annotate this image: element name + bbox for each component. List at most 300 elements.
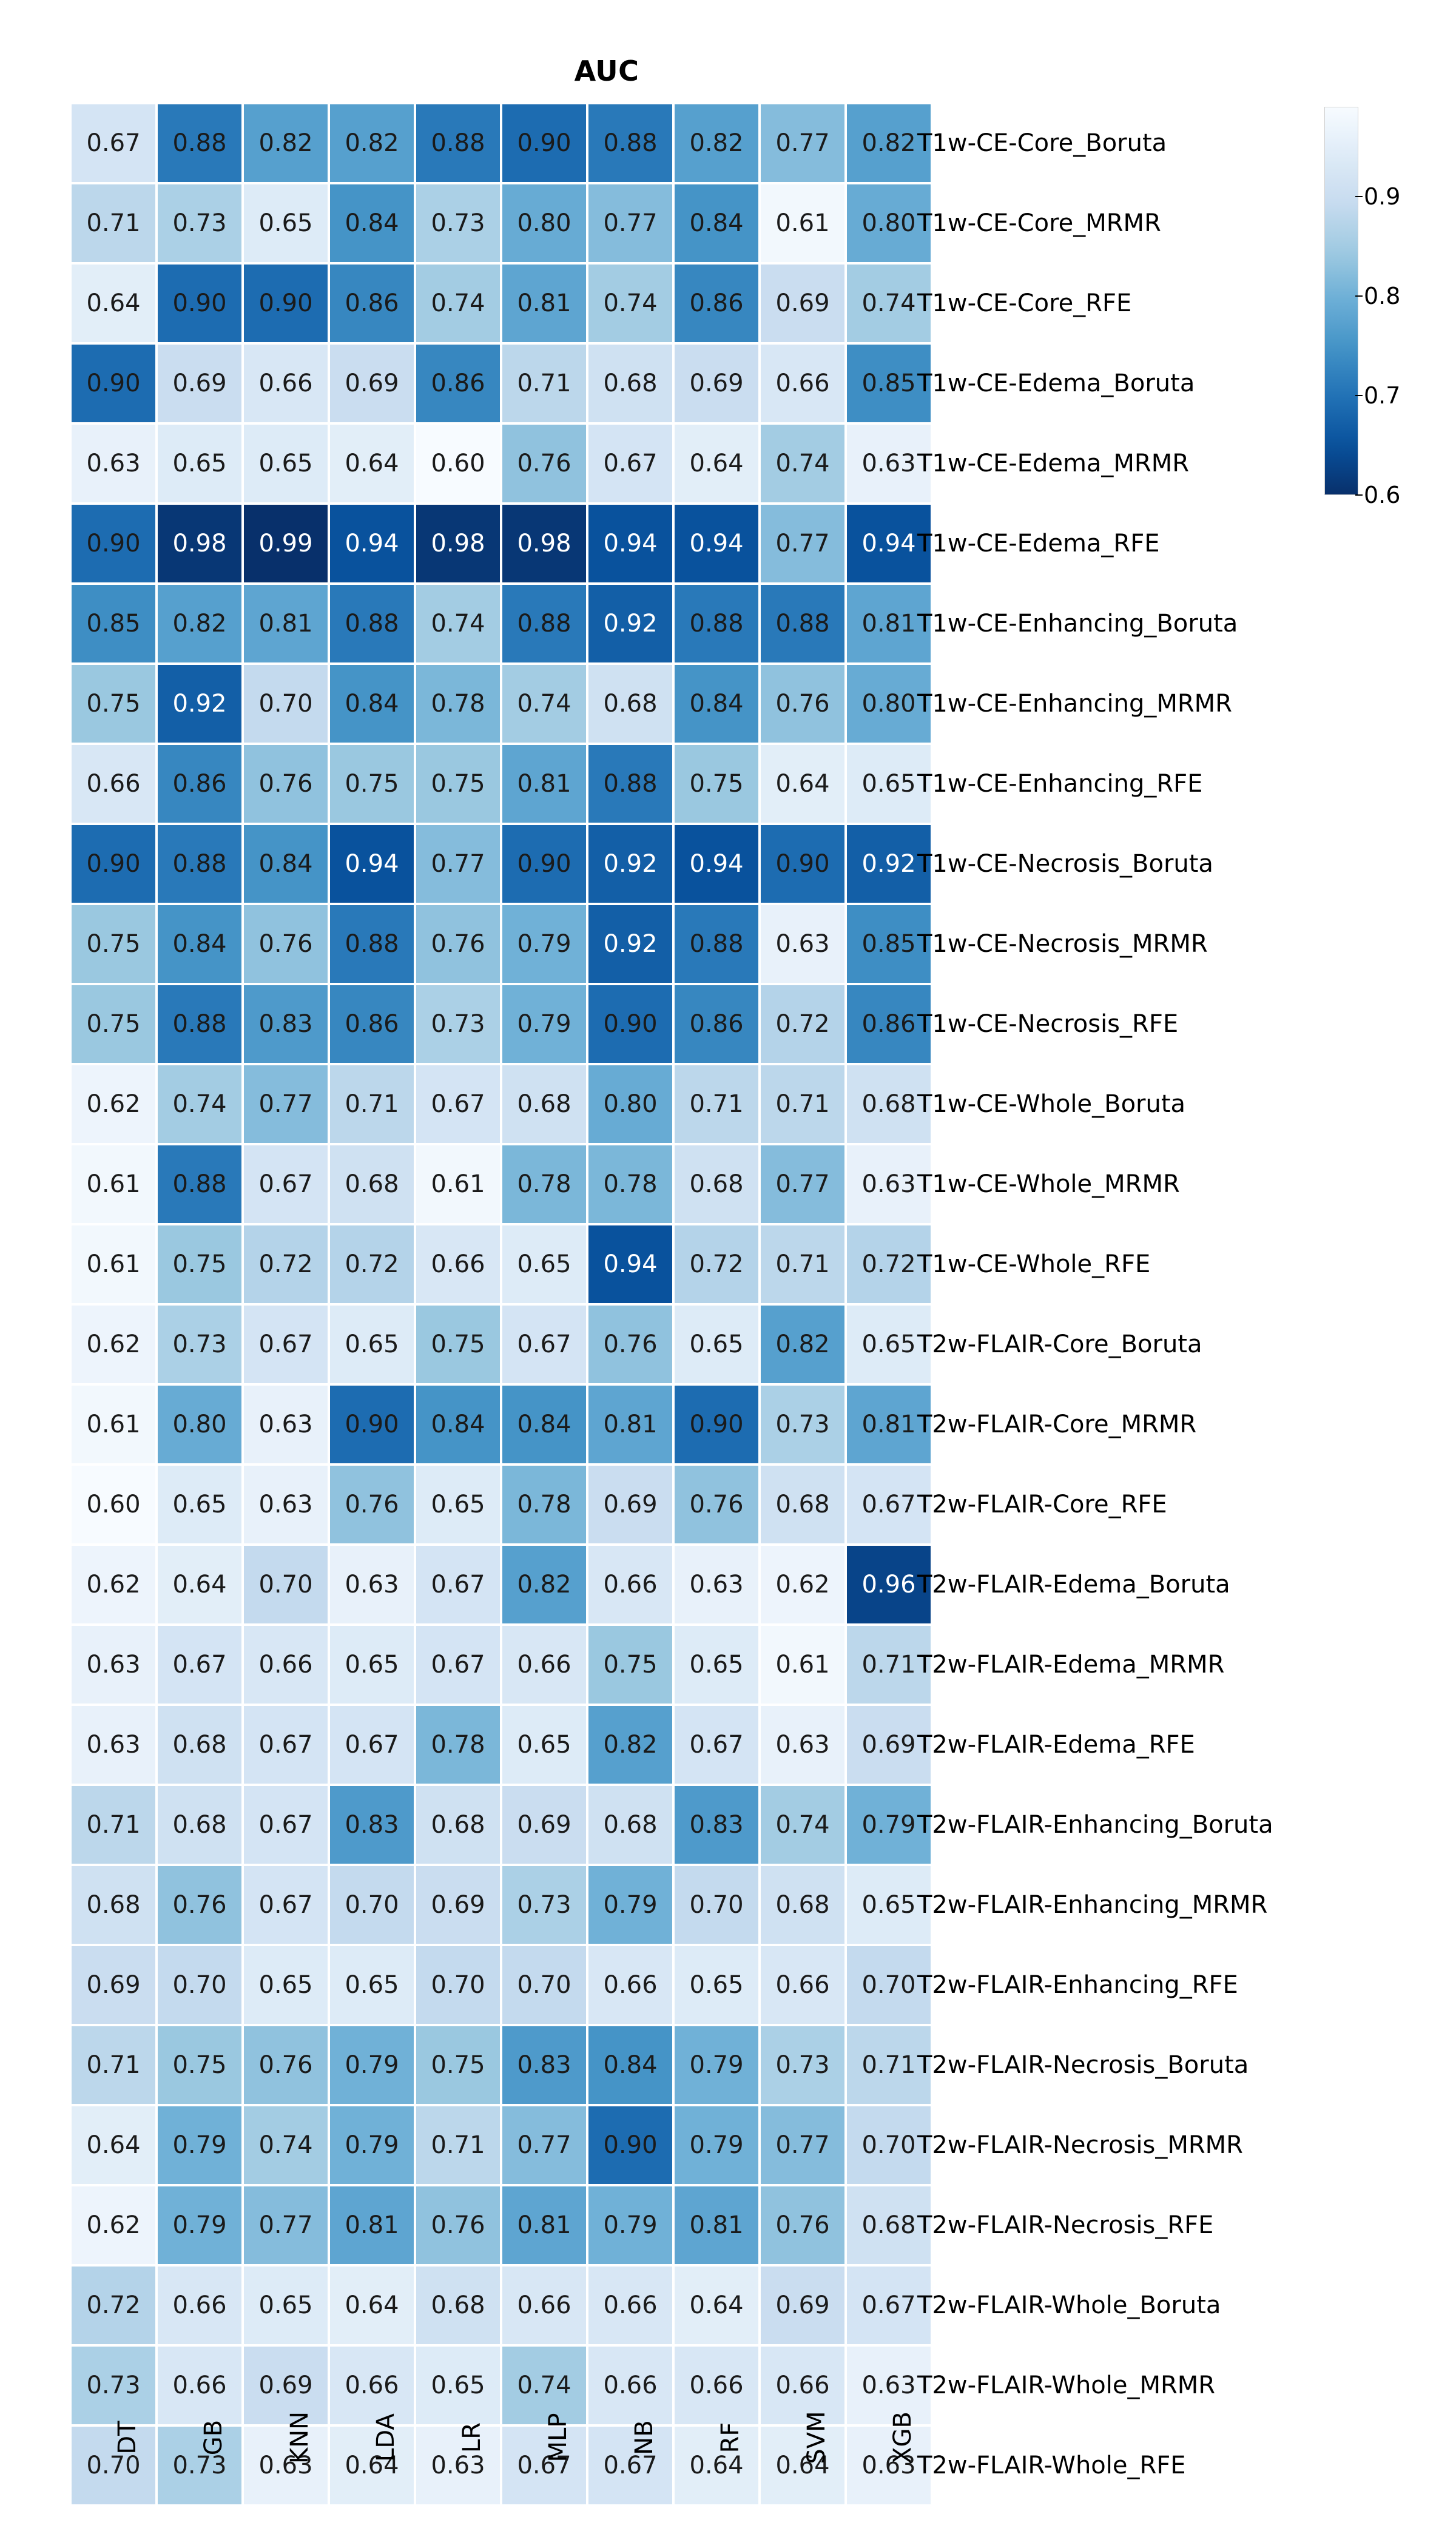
heatmap-cell: 0.70 (675, 1866, 758, 1944)
heatmap-cell: 0.84 (675, 665, 758, 743)
heatmap-cell: 0.66 (158, 2267, 241, 2344)
heatmap-cell: 0.69 (761, 265, 844, 342)
row-label: T2w-FLAIR-Enhancing_MRMR (917, 1891, 1268, 1919)
heatmap-cell: 0.72 (244, 1225, 328, 1303)
heatmap-cell: 0.65 (330, 1946, 414, 2024)
heatmap-cell: 0.75 (330, 745, 414, 823)
heatmap-cell: 0.80 (588, 1065, 672, 1143)
heatmap-cell: 0.73 (158, 1306, 241, 1383)
heatmap-cell: 0.90 (675, 1386, 758, 1463)
heatmap-cell: 0.66 (761, 1946, 844, 2024)
heatmap-cell: 0.66 (588, 1946, 672, 2024)
heatmap-cell: 0.62 (72, 1306, 155, 1383)
heatmap-cell: 0.90 (72, 825, 155, 903)
heatmap-cell: 0.79 (502, 985, 586, 1063)
row-label: T2w-FLAIR-Enhancing_RFE (917, 1971, 1238, 1999)
column-label: GB (200, 2419, 228, 2456)
heatmap-cell: 0.63 (761, 905, 844, 983)
heatmap-cell: 0.73 (158, 184, 241, 262)
heatmap-cell: 0.94 (330, 825, 414, 903)
heatmap-cell: 0.80 (847, 184, 931, 262)
heatmap-cell: 0.65 (675, 1946, 758, 2024)
heatmap-cell: 0.70 (502, 1946, 586, 2024)
heatmap-cell: 0.61 (761, 184, 844, 262)
row-label: T1w-CE-Edema_MRMR (917, 450, 1190, 477)
heatmap-cell: 0.63 (675, 1546, 758, 1623)
heatmap-cell: 0.63 (416, 2427, 500, 2504)
heatmap-cell: 0.94 (847, 505, 931, 582)
heatmap-cell: 0.80 (158, 1386, 241, 1463)
heatmap-cell: 0.64 (330, 425, 414, 502)
row-label: T1w-CE-Enhancing_Boruta (917, 610, 1238, 638)
heatmap-cell: 0.82 (675, 104, 758, 182)
heatmap-cell: 0.67 (588, 2427, 672, 2504)
heatmap-cell: 0.83 (675, 1786, 758, 1864)
heatmap-cell: 0.65 (158, 1466, 241, 1543)
heatmap-cell: 0.61 (761, 1626, 844, 1704)
colorbar-tick-mark (1355, 196, 1363, 197)
heatmap-cell: 0.60 (416, 425, 500, 502)
column-label-slot (588, 2420, 672, 2525)
heatmap-cell: 0.65 (847, 1866, 931, 1944)
heatmap-cell: 0.94 (588, 1225, 672, 1303)
heatmap-cell: 0.60 (72, 1466, 155, 1543)
heatmap-cell: 0.65 (330, 1626, 414, 1704)
heatmap-cell: 0.66 (761, 2347, 844, 2424)
heatmap-cell: 0.79 (158, 2186, 241, 2264)
heatmap-cell: 0.67 (847, 2267, 931, 2344)
heatmap-cell: 0.79 (158, 2106, 241, 2184)
heatmap-cell: 0.90 (502, 825, 586, 903)
heatmap-cell: 0.71 (416, 2106, 500, 2184)
heatmap-cell: 0.81 (330, 2186, 414, 2264)
heatmap-cell: 0.73 (416, 985, 500, 1063)
heatmap-cell: 0.68 (158, 1706, 241, 1784)
column-label: KNN (286, 2411, 314, 2464)
heatmap-cell: 0.86 (416, 345, 500, 422)
heatmap-cell: 0.72 (330, 1225, 414, 1303)
heatmap-cell: 0.75 (158, 1225, 241, 1303)
heatmap-cell: 0.75 (158, 2026, 241, 2104)
heatmap-cell: 0.90 (330, 1386, 414, 1463)
heatmap-cell: 0.76 (502, 425, 586, 502)
heatmap-cell: 0.67 (675, 1706, 758, 1784)
row-label: T2w-FLAIR-Necrosis_MRMR (917, 2131, 1243, 2159)
heatmap-cell: 0.62 (72, 1065, 155, 1143)
heatmap-cell: 0.71 (847, 1626, 931, 1704)
row-label: T2w-FLAIR-Necrosis_RFE (917, 2211, 1214, 2239)
row-label: T2w-FLAIR-Enhancing_Boruta (917, 1811, 1273, 1839)
heatmap-cell: 0.69 (330, 345, 414, 422)
heatmap-cell: 0.94 (675, 505, 758, 582)
row-label: T1w-CE-Core_Boruta (917, 129, 1167, 157)
heatmap-cell: 0.67 (244, 1866, 328, 1944)
row-label: T1w-CE-Whole_Boruta (917, 1090, 1186, 1118)
heatmap-cell: 0.77 (761, 1145, 844, 1223)
column-label: LR (458, 2422, 486, 2453)
heatmap-cell: 0.90 (244, 265, 328, 342)
heatmap-cell: 0.78 (416, 1706, 500, 1784)
heatmap-cell: 0.70 (330, 1866, 414, 1944)
heatmap-cell: 0.65 (416, 2347, 500, 2424)
heatmap-cell: 0.81 (502, 265, 586, 342)
heatmap-cell: 0.64 (675, 2267, 758, 2344)
heatmap-cell: 0.68 (847, 2186, 931, 2264)
column-label-slot (416, 2422, 500, 2525)
heatmap-cell: 0.71 (847, 2026, 931, 2104)
heatmap-cell: 0.98 (502, 505, 586, 582)
heatmap-cell: 0.72 (847, 1225, 931, 1303)
heatmap-cell: 0.63 (244, 2427, 328, 2504)
heatmap-cell: 0.68 (158, 1786, 241, 1864)
heatmap-cell: 0.65 (847, 745, 931, 823)
heatmap-cell: 0.70 (847, 2106, 931, 2184)
column-label-axis (72, 2411, 931, 2525)
colorbar-tick-mark (1355, 295, 1363, 297)
heatmap-cell: 0.76 (244, 905, 328, 983)
heatmap-cell: 0.88 (158, 985, 241, 1063)
heatmap-cell: 0.65 (847, 1306, 931, 1383)
heatmap-cell: 0.65 (675, 1626, 758, 1704)
heatmap-cell: 0.81 (244, 585, 328, 662)
heatmap-cell: 0.88 (330, 905, 414, 983)
heatmap-cell: 0.67 (416, 1626, 500, 1704)
heatmap-cell: 0.77 (416, 825, 500, 903)
heatmap-cell: 0.73 (502, 1866, 586, 1944)
heatmap-cell: 0.66 (588, 1546, 672, 1623)
heatmap-cell: 0.66 (244, 1626, 328, 1704)
column-label: SVM (803, 2411, 831, 2464)
heatmap-cell: 0.75 (588, 1626, 672, 1704)
colorbar-tick-mark (1355, 494, 1363, 496)
heatmap-cell: 0.65 (244, 184, 328, 262)
heatmap-cell: 0.82 (158, 585, 241, 662)
heatmap-cell: 0.83 (244, 985, 328, 1063)
heatmap-cell: 0.75 (416, 2026, 500, 2104)
heatmap-cell: 0.79 (502, 905, 586, 983)
heatmap-cell: 0.68 (588, 345, 672, 422)
row-label: T2w-FLAIR-Whole_MRMR (917, 2371, 1216, 2399)
heatmap-cell: 0.69 (416, 1866, 500, 1944)
heatmap-cell: 0.92 (588, 585, 672, 662)
heatmap-cell: 0.63 (330, 1546, 414, 1623)
heatmap-cell: 0.94 (675, 825, 758, 903)
heatmap-cell: 0.68 (72, 1866, 155, 1944)
row-label: T1w-CE-Whole_MRMR (917, 1170, 1180, 1198)
heatmap-cell: 0.67 (158, 1626, 241, 1704)
heatmap-cell: 0.63 (847, 1145, 931, 1223)
heatmap-cell: 0.63 (847, 425, 931, 502)
page-title: AUC (574, 55, 639, 87)
heatmap-cell: 0.66 (588, 2347, 672, 2424)
row-label: T2w-FLAIR-Whole_RFE (917, 2452, 1186, 2479)
heatmap-cell: 0.76 (158, 1866, 241, 1944)
heatmap-cell: 0.61 (416, 1145, 500, 1223)
heatmap-cell: 0.71 (72, 184, 155, 262)
row-label: T1w-CE-Edema_RFE (917, 530, 1160, 558)
heatmap-cell: 0.64 (761, 745, 844, 823)
heatmap-cell: 0.71 (761, 1065, 844, 1143)
heatmap-cell: 0.88 (761, 585, 844, 662)
heatmap-cell: 0.61 (72, 1225, 155, 1303)
heatmap-cell: 0.63 (244, 1386, 328, 1463)
heatmap-cell: 0.90 (158, 265, 241, 342)
row-label: T2w-FLAIR-Core_MRMR (917, 1410, 1197, 1438)
heatmap-cell: 0.69 (158, 345, 241, 422)
heatmap-cell: 0.65 (330, 1306, 414, 1383)
heatmap-cell: 0.62 (72, 2186, 155, 2264)
heatmap-cell: 0.65 (502, 1706, 586, 1784)
heatmap-cell: 0.92 (588, 905, 672, 983)
heatmap-cell: 0.74 (502, 665, 586, 743)
heatmap-cell: 0.74 (761, 1786, 844, 1864)
row-label: T1w-CE-Necrosis_RFE (917, 1010, 1179, 1038)
heatmap-cell: 0.90 (72, 505, 155, 582)
heatmap-cell: 0.70 (847, 1946, 931, 2024)
heatmap-cell: 0.65 (244, 2267, 328, 2344)
heatmap-cell: 0.69 (588, 1466, 672, 1543)
column-label-slot (675, 2422, 758, 2525)
heatmap-cell: 0.66 (72, 745, 155, 823)
heatmap-cell: 0.73 (72, 2347, 155, 2424)
heatmap-cell: 0.84 (588, 2026, 672, 2104)
heatmap-cell: 0.88 (158, 104, 241, 182)
heatmap-cell: 0.82 (588, 1706, 672, 1784)
column-label-slot (72, 2421, 155, 2525)
heatmap-cell: 0.69 (244, 2347, 328, 2424)
heatmap-cell: 0.81 (502, 2186, 586, 2264)
heatmap-cell: 0.74 (761, 425, 844, 502)
heatmap-cell: 0.72 (675, 1225, 758, 1303)
column-label-slot (244, 2411, 328, 2525)
heatmap-cell: 0.76 (330, 1466, 414, 1543)
heatmap-cell: 0.70 (416, 1946, 500, 2024)
heatmap-cell: 0.69 (761, 2267, 844, 2344)
heatmap-cell: 0.71 (761, 1225, 844, 1303)
heatmap-cell: 0.92 (588, 825, 672, 903)
heatmap-cell: 0.74 (416, 265, 500, 342)
heatmap-cell: 0.88 (416, 104, 500, 182)
heatmap-cell: 0.79 (675, 2026, 758, 2104)
heatmap-cell: 0.70 (244, 1546, 328, 1623)
heatmap-cell: 0.75 (72, 985, 155, 1063)
heatmap-cell: 0.63 (847, 2347, 931, 2424)
row-label: T1w-CE-Necrosis_Boruta (917, 850, 1213, 878)
column-label: DT (113, 2421, 141, 2455)
heatmap-cell: 0.86 (330, 265, 414, 342)
heatmap-cell: 0.73 (158, 2427, 241, 2504)
heatmap-cell: 0.72 (72, 2267, 155, 2344)
heatmap-cell: 0.94 (330, 505, 414, 582)
row-label: T1w-CE-Core_MRMR (917, 209, 1161, 237)
heatmap-cell: 0.66 (502, 2267, 586, 2344)
heatmap-cell: 0.79 (588, 1866, 672, 1944)
heatmap-cell: 0.75 (72, 665, 155, 743)
heatmap-cell: 0.78 (416, 665, 500, 743)
heatmap-cell: 0.86 (847, 985, 931, 1063)
heatmap-cell: 0.88 (158, 825, 241, 903)
row-label: T2w-FLAIR-Necrosis_Boruta (917, 2051, 1249, 2079)
heatmap-cell: 0.77 (761, 505, 844, 582)
row-label-axis (917, 104, 1273, 2507)
heatmap-cell: 0.61 (72, 1386, 155, 1463)
heatmap-cell: 0.66 (330, 2347, 414, 2424)
heatmap-cell: 0.79 (588, 2186, 672, 2264)
heatmap-cell: 0.72 (761, 985, 844, 1063)
row-label: T1w-CE-Enhancing_MRMR (917, 690, 1232, 718)
heatmap-cell: 0.88 (588, 745, 672, 823)
heatmap-cell: 0.90 (72, 345, 155, 422)
row-label: T2w-FLAIR-Whole_Boruta (917, 2291, 1221, 2319)
heatmap-cell: 0.77 (244, 1065, 328, 1143)
heatmap-cell: 0.77 (588, 184, 672, 262)
heatmap-cell: 0.79 (675, 2106, 758, 2184)
heatmap-cell: 0.67 (416, 1546, 500, 1623)
heatmap-cell: 0.77 (761, 2106, 844, 2184)
heatmap-cell: 0.68 (502, 1065, 586, 1143)
heatmap-cell: 0.92 (158, 665, 241, 743)
heatmap-cell: 0.76 (761, 665, 844, 743)
column-label-slot (847, 2412, 931, 2525)
heatmap-cell: 0.90 (588, 985, 672, 1063)
heatmap-cell: 0.82 (761, 1306, 844, 1383)
heatmap-cell: 0.96 (847, 1546, 931, 1623)
column-label: LDA (372, 2413, 400, 2462)
heatmap-cell: 0.73 (761, 1386, 844, 1463)
heatmap-cell: 0.74 (588, 265, 672, 342)
heatmap-cell: 0.76 (416, 2186, 500, 2264)
heatmap-cell: 0.77 (502, 2106, 586, 2184)
heatmap-cell: 0.64 (72, 265, 155, 342)
heatmap-cell: 0.63 (72, 425, 155, 502)
heatmap-cell: 0.63 (72, 1706, 155, 1784)
heatmap-cell: 0.79 (330, 2106, 414, 2184)
colorbar-tick-label: 0.9 (1364, 183, 1401, 210)
heatmap-cell: 0.85 (847, 905, 931, 983)
heatmap-cell: 0.67 (502, 2427, 586, 2504)
heatmap-cell: 0.76 (244, 745, 328, 823)
column-label-slot (158, 2419, 241, 2525)
heatmap-cell: 0.66 (416, 1225, 500, 1303)
heatmap-cell: 0.84 (244, 825, 328, 903)
heatmap-cell: 0.76 (588, 1306, 672, 1383)
heatmap-grid (72, 104, 931, 2504)
heatmap-cell: 0.62 (72, 1546, 155, 1623)
heatmap-cell: 0.67 (416, 1065, 500, 1143)
heatmap-cell: 0.75 (416, 1306, 500, 1383)
heatmap-cell: 0.67 (244, 1306, 328, 1383)
heatmap-cell: 0.64 (330, 2267, 414, 2344)
heatmap-cell: 0.71 (330, 1065, 414, 1143)
heatmap-cell: 0.68 (330, 1145, 414, 1223)
heatmap-cell: 0.84 (158, 905, 241, 983)
heatmap-cell: 0.86 (330, 985, 414, 1063)
heatmap-cell: 0.68 (675, 1145, 758, 1223)
heatmap-cell: 0.76 (675, 1466, 758, 1543)
heatmap-cell: 0.67 (502, 1306, 586, 1383)
heatmap-cell: 0.80 (502, 184, 586, 262)
heatmap-cell: 0.70 (158, 1946, 241, 2024)
heatmap-cell: 0.68 (761, 1866, 844, 1944)
heatmap-cell: 0.78 (502, 1145, 586, 1223)
heatmap-cell: 0.65 (416, 1466, 500, 1543)
heatmap-cell: 0.66 (761, 345, 844, 422)
heatmap-cell: 0.79 (847, 1786, 931, 1864)
heatmap-cell: 0.81 (588, 1386, 672, 1463)
row-label: T2w-FLAIR-Edema_RFE (917, 1731, 1195, 1759)
heatmap-cell: 0.78 (588, 1145, 672, 1223)
row-label: T2w-FLAIR-Core_Boruta (917, 1330, 1202, 1358)
heatmap-cell: 0.82 (244, 104, 328, 182)
column-label-slot (330, 2413, 414, 2525)
heatmap-cell: 0.69 (847, 1706, 931, 1784)
heatmap-cell: 0.78 (502, 1466, 586, 1543)
heatmap-cell: 0.75 (416, 745, 500, 823)
row-label: T1w-CE-Core_RFE (917, 289, 1132, 317)
heatmap-cell: 0.65 (158, 425, 241, 502)
heatmap-cell: 0.88 (675, 905, 758, 983)
heatmap-cell: 0.88 (502, 585, 586, 662)
heatmap-cell: 0.68 (588, 665, 672, 743)
colorbar-gradient (1324, 107, 1358, 495)
heatmap-cell: 0.63 (244, 1466, 328, 1543)
heatmap-cell: 0.75 (72, 905, 155, 983)
heatmap-cell: 0.67 (330, 1706, 414, 1784)
heatmap-cell: 0.82 (847, 104, 931, 182)
colorbar-tick-labels (1364, 107, 1443, 508)
heatmap-cell: 0.84 (675, 184, 758, 262)
column-label: RF (716, 2422, 744, 2453)
heatmap-cell: 0.84 (502, 1386, 586, 1463)
heatmap-cell: 0.64 (675, 2427, 758, 2504)
colorbar-tick-label: 0.8 (1364, 282, 1401, 309)
row-label: T2w-FLAIR-Edema_MRMR (917, 1651, 1225, 1679)
colorbar-tick-mark (1355, 395, 1363, 396)
column-label: MLP (544, 2413, 572, 2462)
heatmap-cell: 0.73 (761, 2026, 844, 2104)
heatmap-cell: 0.69 (502, 1786, 586, 1864)
heatmap-cell: 0.81 (847, 585, 931, 662)
heatmap-cell: 0.74 (847, 265, 931, 342)
heatmap-cell: 0.85 (847, 345, 931, 422)
heatmap-cell: 0.65 (675, 1306, 758, 1383)
heatmap-cell: 0.75 (675, 745, 758, 823)
row-label: T1w-CE-Enhancing_RFE (917, 770, 1203, 798)
heatmap-cell: 0.83 (330, 1786, 414, 1864)
heatmap-cell: 0.66 (502, 1626, 586, 1704)
heatmap-cell: 0.67 (72, 104, 155, 182)
heatmap-cell: 0.90 (588, 2106, 672, 2184)
heatmap-cell: 0.81 (847, 1386, 931, 1463)
heatmap-cell: 0.64 (330, 2427, 414, 2504)
heatmap-cell: 0.64 (72, 2106, 155, 2184)
heatmap-cell: 0.68 (761, 1466, 844, 1543)
heatmap-cell: 0.71 (502, 345, 586, 422)
heatmap-cell: 0.85 (72, 585, 155, 662)
heatmap-cell: 0.61 (72, 1145, 155, 1223)
heatmap-cell: 0.64 (675, 425, 758, 502)
heatmap-cell: 0.84 (330, 184, 414, 262)
heatmap-cell: 0.64 (158, 1546, 241, 1623)
heatmap-cell: 0.71 (675, 1065, 758, 1143)
heatmap-cell: 0.88 (675, 585, 758, 662)
row-label: T1w-CE-Edema_Boruta (917, 369, 1195, 397)
heatmap-cell: 0.79 (330, 2026, 414, 2104)
heatmap-cell: 0.67 (244, 1145, 328, 1223)
heatmap-cell: 0.86 (675, 265, 758, 342)
heatmap-cell: 0.68 (416, 2267, 500, 2344)
heatmap-cell: 0.66 (675, 2347, 758, 2424)
